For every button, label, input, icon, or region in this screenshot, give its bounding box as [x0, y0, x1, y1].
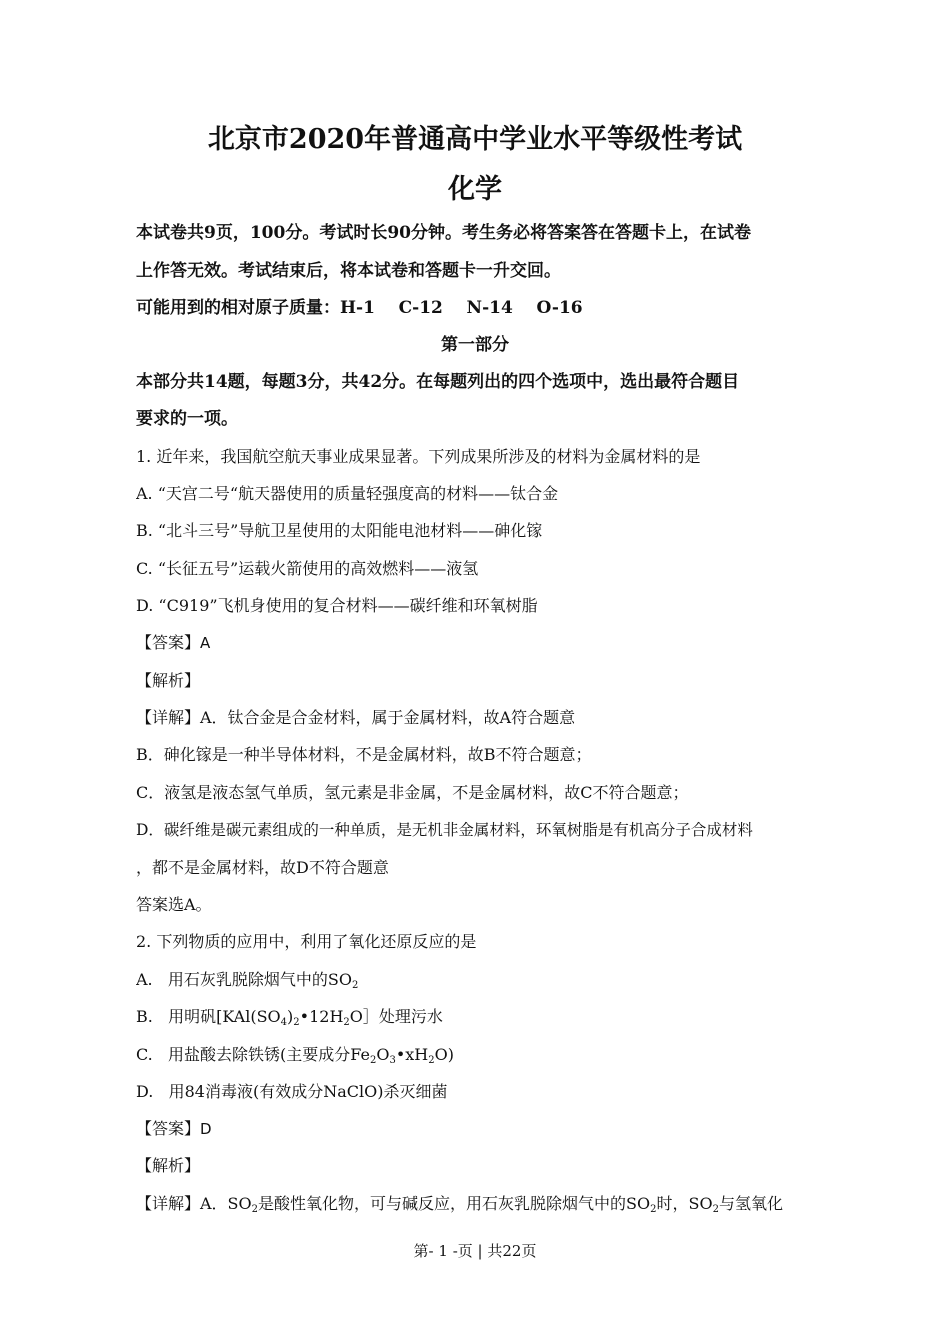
q2-analysis-label: 【解析】 — [136, 1156, 201, 1175]
q2-option-b-sub-3: 2 — [343, 1017, 350, 1028]
q2-detail-sub-2: 2 — [650, 1204, 657, 1215]
q2-option-c-text-2: O — [376, 1045, 390, 1064]
q2-detail-a — [136, 1192, 816, 1216]
q1-option-b: B. “北斗三号”导航卫星使用的太阳能电池材料——砷化镓 — [136, 521, 543, 540]
q2-detail-text-3: 时，SO — [656, 1194, 713, 1213]
q2-detail-text-4: 与氢氧化 — [718, 1194, 783, 1213]
atomic-mass-line: 可能用到的相对原子质量：H-1 C-12 N-14 O-16 — [136, 298, 583, 318]
q2-detail-sub-3: 2 — [712, 1204, 719, 1215]
q1-detail-b: B．砷化镓是一种半导体材料，不是金属材料，故B不符合题意； — [136, 745, 592, 764]
q2-detail-text-2: 是酸性氧化物，可与碱反应，用石灰乳脱除烟气中的SO — [258, 1194, 651, 1213]
q2-option-c — [136, 1043, 816, 1067]
q2-option-b-text-4: O］处理污水 — [349, 1007, 443, 1026]
q1-detail-c: C．液氢是液态氢气单质，氢元素是非金属，不是金属材料，故C不符合题意； — [136, 783, 689, 802]
page-footer: 第- 1 -页 | 共22页 — [413, 1242, 537, 1260]
instructions-line-1: 本试卷共9页，100分。考试时长90分钟。考生务必将答案答在答题卡上，在试卷 — [136, 223, 751, 243]
q2-answer-label: 【答案】 — [136, 1119, 201, 1138]
q2-option-a-text: A. 用石灰乳脱除烟气中的SO — [136, 970, 352, 989]
q2-option-d: D. 用84消毒液(有效成分NaClO)杀灭细菌 — [136, 1082, 448, 1101]
q2-option-b-sub-1: 4 — [280, 1017, 288, 1028]
q2-option-c-sub-3: 2 — [428, 1055, 435, 1066]
q2-option-b-text-1: B. 用明矾[KAl(SO — [136, 1007, 281, 1026]
q2-option-c-sub-1: 2 — [369, 1055, 377, 1066]
q2-option-c-text-1: C. 用盐酸去除铁锈(主要成分Fe — [136, 1045, 370, 1064]
q1-option-a: A. “天宫二号“航天器使用的质量轻强度高的材料——钛合金 — [136, 484, 559, 503]
q2-option-a — [136, 968, 816, 992]
q2-answer-value: D — [200, 1120, 212, 1138]
instructions-line-2: 上作答无效。考试结束后，将本试卷和答题卡一升交回。 — [136, 261, 561, 281]
q1-answer-value: A — [200, 634, 211, 652]
q2-option-b-text-3: •12H — [299, 1007, 344, 1026]
section-desc-2: 要求的一项。 — [136, 409, 238, 429]
q1-stem: 1. 近年来，我国航空航天事业成果显著。下列成果所涉及的材料为金属材料的是 — [136, 447, 701, 466]
q2-detail-sub-1: 2 — [251, 1204, 259, 1215]
q2-stem: 2. 下列物质的应用中，利用了氧化还原反应的是 — [136, 932, 477, 951]
q2-option-b — [136, 1005, 816, 1029]
q2-option-c-sub-2: 3 — [389, 1055, 396, 1066]
q2-answer — [136, 1117, 816, 1141]
q1-detail-d2: ，都不是金属材料，故D不符合题意 — [136, 858, 389, 877]
subject-title: 化学 — [448, 174, 502, 205]
section-title: 第一部分 — [441, 335, 509, 355]
q1-conclusion: 答案选A。 — [136, 895, 212, 914]
q1-detail-d1: D．碳纤维是碳元素组成的一种单质，是无机非金属材料，环氧树脂是有机高分子合成材料 — [136, 821, 753, 839]
q2-detail-text-1: 【详解】A．SO — [136, 1194, 252, 1213]
q1-analysis-label: 【解析】 — [136, 671, 201, 690]
q2-option-c-text-4: O) — [434, 1045, 454, 1064]
q2-option-b-sub-2: 2 — [293, 1017, 300, 1028]
q1-option-c: C. “长征五号”运载火箭使用的高效燃料——液氢 — [136, 559, 479, 578]
exam-title: 北京市2020年普通高中学业水平等级性考试 — [207, 124, 743, 155]
q1-detail-a: 【详解】A．钛合金是合金材料，属于金属材料，故A符合题意 — [136, 708, 576, 727]
section-desc-1: 本部分共14题，每题3分，共42分。在每题列出的四个选项中，选出最符合题目 — [136, 372, 740, 392]
q2-option-a-sub: 2 — [351, 980, 359, 991]
q2-option-b-text-2: ) — [287, 1007, 294, 1026]
q1-answer — [136, 631, 816, 655]
q1-option-d: D. “C919”飞机身使用的复合材料——碳纤维和环氧树脂 — [136, 596, 538, 615]
q1-answer-label: 【答案】 — [136, 633, 201, 652]
q2-option-c-text-3: •xH — [395, 1045, 429, 1064]
